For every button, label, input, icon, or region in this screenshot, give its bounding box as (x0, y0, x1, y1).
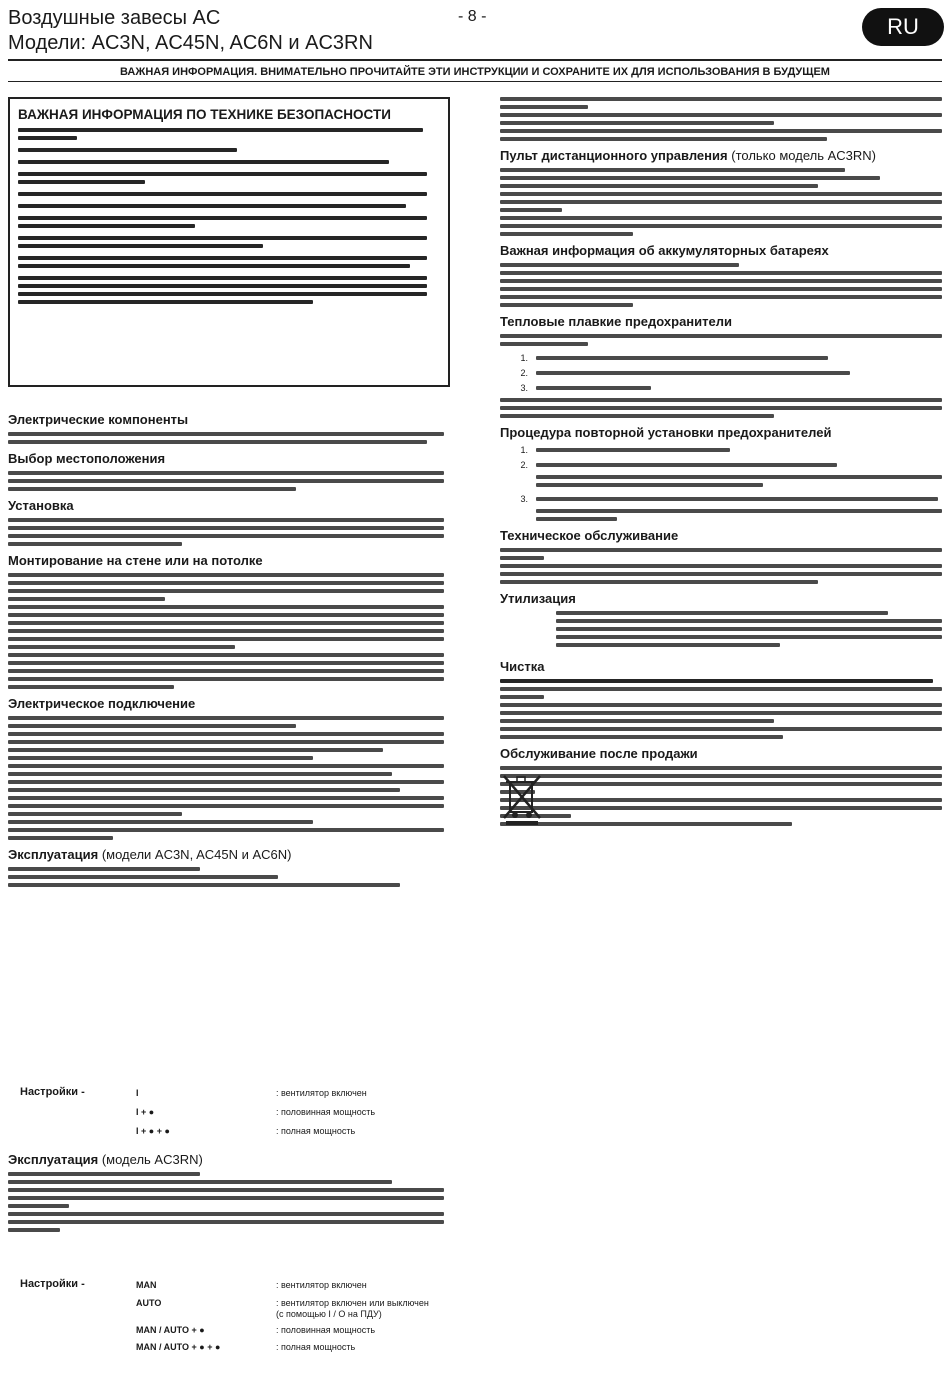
right-column (500, 97, 942, 833)
heading-electrical: Электрические компоненты (8, 412, 189, 427)
heading-fuses: Тепловые плавкие предохранители (500, 314, 732, 329)
settings-table-2: Настройки - MAN : вентилятор включен AUTO : вентилятор включен или выключен (с помощью I / O на ПДУ) MAN / AUTO + ● : половинная мощность MAN / AUTO + ● + ● : полная мощность (20, 1278, 429, 1352)
settings-label-1: Настройки - (20, 1086, 85, 1098)
heading-remote: Пульт дистанционного управления (только модель AC3RN) (500, 148, 876, 163)
list-item: 2. (500, 368, 942, 378)
list-item: 3. (500, 494, 942, 504)
list-item: 2. (500, 460, 942, 470)
list-item: 1. (500, 445, 942, 455)
safety-title: ВАЖНАЯ ИНФОРМАЦИЯ ПО ТЕХНИКЕ БЕЗОПАСНОСТИ (18, 107, 391, 122)
heading-operation-2: Эксплуатация (модель AC3RN) (8, 1152, 203, 1167)
safety-text (18, 128, 440, 304)
heading-install: Установка (8, 498, 74, 513)
settings-label-2: Настройки - (20, 1278, 85, 1290)
heading-aftersales: Обслуживание после продажи (500, 746, 698, 761)
list-item: 1. (500, 353, 942, 363)
title-line-1: Воздушные завесы AC (8, 7, 221, 29)
document-title (8, 6, 373, 56)
heading-location: Выбор местоположения (8, 451, 166, 466)
warning-divider (8, 81, 942, 82)
title-line-2: Модели: AC3N, AC45N, AC6N и AC3RN (8, 32, 373, 54)
language-badge: RU (862, 8, 944, 46)
list-item: 3. (500, 383, 942, 393)
left-column-lower (8, 1152, 444, 1239)
heading-cleaning: Чистка (500, 659, 545, 674)
heading-connection: Электрическое подключение (8, 696, 196, 711)
heading-battery: Важная информация об аккумуляторных батареях (500, 243, 829, 258)
safety-box (8, 97, 450, 387)
left-column-upper (8, 412, 444, 894)
heading-reset: Процедура повторной установки предохранителей (500, 425, 832, 440)
heading-mounting: Монтирование на стене или на потолке (8, 553, 263, 568)
heading-disposal: Утилизация (500, 591, 576, 606)
page-number: - 8 - (458, 8, 487, 25)
settings-table-1: Настройки - I : вентилятор включен I + ● : половинная мощность I + ● + ● : полная мощность (20, 1086, 376, 1136)
important-warning: ВАЖНАЯ ИНФОРМАЦИЯ. ВНИМАТЕЛЬНО ПРОЧИТАЙТЕ ЭТИ ИНСТРУКЦИИ И СОХРАНИТЕ ИХ ДЛЯ ИСПОЛЬЗОВАНИЯ В БУДУЩЕМ (120, 66, 830, 78)
heading-operation-1: Эксплуатация (модели AC3N, AC45N и AC6N) (8, 847, 292, 862)
heading-maintenance: Техническое обслуживание (500, 528, 679, 543)
crossed-out-bin-icon (500, 770, 544, 826)
header-divider (8, 59, 942, 61)
